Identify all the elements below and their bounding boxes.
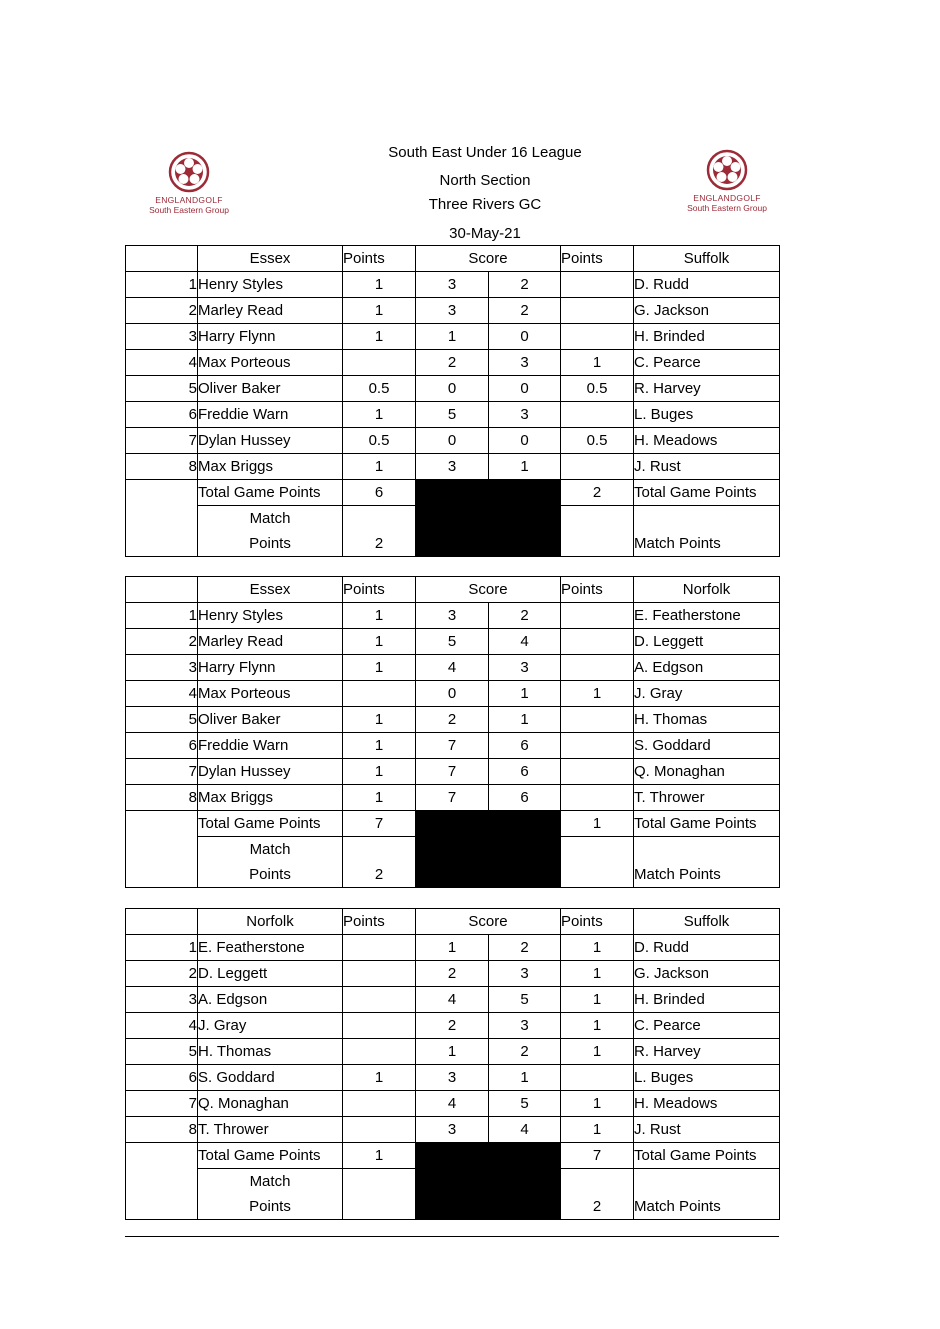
blank-cell: [126, 506, 198, 557]
away-score: 3: [489, 1013, 561, 1039]
away-player: D. Rudd: [634, 935, 780, 961]
away-points: 1: [561, 1013, 634, 1039]
game-number: 4: [126, 350, 198, 376]
match-points-row: [126, 506, 780, 557]
away-total-label: Total Game Points: [634, 811, 780, 837]
home-player: Henry Styles: [198, 272, 343, 298]
game-number: 3: [126, 655, 198, 681]
logo-left: [134, 150, 244, 215]
away-score: 3: [489, 402, 561, 428]
home-player: Dylan Hussey: [198, 759, 343, 785]
table-row: [126, 298, 780, 324]
home-points: 1: [343, 759, 416, 785]
game-number: 4: [126, 1013, 198, 1039]
match-label-line2: Points: [249, 1198, 291, 1215]
away-match-points: 2: [561, 1169, 634, 1220]
away-player: A. Edgson: [634, 655, 780, 681]
away-player: C. Pearce: [634, 1013, 780, 1039]
header-row: [126, 246, 780, 272]
away-score: 2: [489, 603, 561, 629]
table-row: [126, 272, 780, 298]
home-team-header: Essex: [198, 577, 343, 603]
game-number: 5: [126, 707, 198, 733]
table-row: [126, 1091, 780, 1117]
table-row: [126, 629, 780, 655]
home-score: 3: [416, 1117, 489, 1143]
game-number: 2: [126, 961, 198, 987]
home-score: 4: [416, 1091, 489, 1117]
table-row: [126, 733, 780, 759]
game-number: 1: [126, 272, 198, 298]
away-player: R. Harvey: [634, 1039, 780, 1065]
blank-cell: [126, 480, 198, 506]
match-label-line1: Match: [249, 1173, 291, 1190]
table-row: [126, 1039, 780, 1065]
away-player: D. Leggett: [634, 629, 780, 655]
away-score: 3: [489, 655, 561, 681]
game-number: 6: [126, 733, 198, 759]
home-score: 3: [416, 272, 489, 298]
away-player: E. Featherstone: [634, 603, 780, 629]
table-row: [126, 428, 780, 454]
away-score: 4: [489, 629, 561, 655]
score-header: Score: [416, 909, 561, 935]
table-row: [126, 1117, 780, 1143]
away-points: 1: [561, 350, 634, 376]
game-number: 2: [126, 298, 198, 324]
away-player: H. Meadows: [634, 1091, 780, 1117]
away-score: 1: [489, 681, 561, 707]
home-points-header: Points: [343, 246, 416, 272]
home-points: 1: [343, 603, 416, 629]
home-player: E. Featherstone: [198, 935, 343, 961]
table-row: [126, 655, 780, 681]
home-points: 1: [343, 1065, 416, 1091]
home-score: 1: [416, 1039, 489, 1065]
away-points: 1: [561, 987, 634, 1013]
away-score: 1: [489, 1065, 561, 1091]
away-player: H. Brinded: [634, 987, 780, 1013]
away-score: 2: [489, 272, 561, 298]
away-total-points: 2: [561, 480, 634, 506]
match-label-line1: Match: [249, 841, 291, 858]
away-player: J. Rust: [634, 1117, 780, 1143]
away-score: 6: [489, 785, 561, 811]
away-player: H. Brinded: [634, 324, 780, 350]
home-total-label: Total Game Points: [198, 811, 343, 837]
table-row: [126, 376, 780, 402]
game-number: 6: [126, 402, 198, 428]
away-points-header: Points: [561, 909, 634, 935]
away-total-points: 1: [561, 811, 634, 837]
home-match-points-label: [198, 506, 343, 557]
table-row: [126, 987, 780, 1013]
home-score: 3: [416, 1065, 489, 1091]
away-points: 1: [561, 1039, 634, 1065]
match-points-row: [126, 1169, 780, 1220]
header-row: [126, 577, 780, 603]
home-player: Max Porteous: [198, 681, 343, 707]
away-score: 0: [489, 324, 561, 350]
away-points: 1: [561, 961, 634, 987]
home-points: 0.5: [343, 376, 416, 402]
game-number: 8: [126, 1117, 198, 1143]
home-score: 2: [416, 707, 489, 733]
blank-cell: [126, 577, 198, 603]
home-player: D. Leggett: [198, 961, 343, 987]
home-player: Henry Styles: [198, 603, 343, 629]
away-player: R. Harvey: [634, 376, 780, 402]
venue-title: Three Rivers GC: [428, 196, 542, 213]
home-points: 1: [343, 785, 416, 811]
home-match-points-label: [198, 1169, 343, 1220]
home-player: H. Thomas: [198, 1039, 343, 1065]
away-score: 4: [489, 1117, 561, 1143]
home-points-header: Points: [343, 577, 416, 603]
game-number: 3: [126, 987, 198, 1013]
game-number: 8: [126, 454, 198, 480]
rose-emblem-icon: [705, 148, 749, 192]
away-match-points: [561, 837, 634, 888]
home-player: J. Gray: [198, 1013, 343, 1039]
table-row: [126, 1013, 780, 1039]
home-points: 1: [343, 454, 416, 480]
game-number: 1: [126, 603, 198, 629]
away-score: 3: [489, 961, 561, 987]
away-points: 0.5: [561, 428, 634, 454]
away-points: [561, 733, 634, 759]
home-match-points: 2: [343, 506, 416, 557]
home-points-header: Points: [343, 909, 416, 935]
game-number: 5: [126, 376, 198, 402]
match-table-1: [125, 245, 780, 557]
away-score: 3: [489, 350, 561, 376]
game-number: 2: [126, 629, 198, 655]
home-score: 1: [416, 324, 489, 350]
home-score: 0: [416, 376, 489, 402]
table-row: [126, 454, 780, 480]
away-points-header: Points: [561, 577, 634, 603]
home-player: A. Edgson: [198, 987, 343, 1013]
away-score: 2: [489, 1039, 561, 1065]
away-points: [561, 785, 634, 811]
rose-emblem-icon: [167, 150, 211, 194]
home-player: Max Briggs: [198, 785, 343, 811]
home-points: 1: [343, 707, 416, 733]
home-points: 1: [343, 402, 416, 428]
away-score: 2: [489, 935, 561, 961]
home-total-points: 7: [343, 811, 416, 837]
game-number: 6: [126, 1065, 198, 1091]
away-score: 0: [489, 428, 561, 454]
away-score: 5: [489, 987, 561, 1013]
home-match-points-label: [198, 837, 343, 888]
table-row: [126, 785, 780, 811]
home-points: 1: [343, 298, 416, 324]
home-points: [343, 1117, 416, 1143]
score-blackout: [416, 480, 561, 506]
away-points: [561, 272, 634, 298]
match-label-line2: Points: [249, 866, 291, 883]
match-table-3: [125, 908, 780, 1220]
section-title: North Section: [439, 172, 531, 189]
game-number: 8: [126, 785, 198, 811]
away-points: [561, 655, 634, 681]
home-score: 2: [416, 961, 489, 987]
home-total-points: 6: [343, 480, 416, 506]
away-points: [561, 629, 634, 655]
footer-rule: [125, 1236, 779, 1237]
match-label-line1: Match: [249, 510, 291, 527]
game-number: 7: [126, 759, 198, 785]
total-row: [126, 811, 780, 837]
home-points: [343, 1091, 416, 1117]
home-score: 3: [416, 603, 489, 629]
away-player: L. Buges: [634, 402, 780, 428]
away-score: 5: [489, 1091, 561, 1117]
home-team-header: Norfolk: [198, 909, 343, 935]
home-points: 1: [343, 324, 416, 350]
home-score: 1: [416, 935, 489, 961]
home-score: 5: [416, 402, 489, 428]
away-team-header: Suffolk: [634, 909, 780, 935]
home-player: Freddie Warn: [198, 733, 343, 759]
header-row: [126, 909, 780, 935]
blank-cell: [126, 909, 198, 935]
away-player: G. Jackson: [634, 961, 780, 987]
away-score: 1: [489, 454, 561, 480]
home-score: 5: [416, 629, 489, 655]
blank-cell: [126, 811, 198, 837]
game-number: 3: [126, 324, 198, 350]
away-player: H. Meadows: [634, 428, 780, 454]
home-score: 2: [416, 1013, 489, 1039]
home-player: Marley Read: [198, 298, 343, 324]
home-score: 3: [416, 298, 489, 324]
blank-cell: [126, 1169, 198, 1220]
away-total-label: Total Game Points: [634, 480, 780, 506]
away-match-points-label: Match Points: [634, 1169, 780, 1220]
away-player: J. Rust: [634, 454, 780, 480]
home-player: Dylan Hussey: [198, 428, 343, 454]
blank-cell: [126, 246, 198, 272]
game-number: 5: [126, 1039, 198, 1065]
table-row: [126, 350, 780, 376]
away-score: 6: [489, 759, 561, 785]
game-number: 1: [126, 935, 198, 961]
home-total-label: Total Game Points: [198, 1143, 343, 1169]
home-points: 0.5: [343, 428, 416, 454]
table-row: [126, 603, 780, 629]
table-row: [126, 961, 780, 987]
away-points: [561, 707, 634, 733]
home-points: [343, 961, 416, 987]
away-team-header: Suffolk: [634, 246, 780, 272]
home-score: 7: [416, 785, 489, 811]
away-player: T. Thrower: [634, 785, 780, 811]
blank-cell: [126, 837, 198, 888]
total-row: [126, 1143, 780, 1169]
away-points: [561, 759, 634, 785]
away-player: D. Rudd: [634, 272, 780, 298]
score-blackout: [416, 1143, 561, 1169]
home-player: S. Goddard: [198, 1065, 343, 1091]
away-score: 2: [489, 298, 561, 324]
total-row: [126, 480, 780, 506]
home-match-points: [343, 1169, 416, 1220]
away-player: L. Buges: [634, 1065, 780, 1091]
home-points: [343, 350, 416, 376]
home-player: Max Briggs: [198, 454, 343, 480]
away-points: [561, 402, 634, 428]
home-match-points: 2: [343, 837, 416, 888]
home-player: Harry Flynn: [198, 655, 343, 681]
logo-text-line2: South Eastern Group: [149, 205, 229, 215]
away-score: 6: [489, 733, 561, 759]
home-points: 1: [343, 272, 416, 298]
table-row: [126, 759, 780, 785]
away-points-header: Points: [561, 246, 634, 272]
away-player: Q. Monaghan: [634, 759, 780, 785]
table-row: [126, 324, 780, 350]
home-points: [343, 681, 416, 707]
game-number: 4: [126, 681, 198, 707]
score-blackout: [416, 1169, 561, 1220]
home-total-label: Total Game Points: [198, 480, 343, 506]
away-player: H. Thomas: [634, 707, 780, 733]
home-player: Harry Flynn: [198, 324, 343, 350]
away-points: 1: [561, 1117, 634, 1143]
away-player: J. Gray: [634, 681, 780, 707]
away-player: S. Goddard: [634, 733, 780, 759]
logo-right: [672, 148, 782, 213]
away-team-header: Norfolk: [634, 577, 780, 603]
score-header: Score: [416, 577, 561, 603]
away-points: [561, 454, 634, 480]
home-score: 0: [416, 681, 489, 707]
away-match-points-label: Match Points: [634, 506, 780, 557]
table-row: [126, 707, 780, 733]
table-row: [126, 681, 780, 707]
home-total-points: 1: [343, 1143, 416, 1169]
home-team-header: Essex: [198, 246, 343, 272]
home-points: [343, 987, 416, 1013]
home-player: Freddie Warn: [198, 402, 343, 428]
table-row: [126, 402, 780, 428]
table-row: [126, 935, 780, 961]
home-score: 0: [416, 428, 489, 454]
match-points-row: [126, 837, 780, 888]
home-points: [343, 935, 416, 961]
score-blackout: [416, 506, 561, 557]
away-points: 1: [561, 681, 634, 707]
home-player: Max Porteous: [198, 350, 343, 376]
home-points: [343, 1039, 416, 1065]
home-score: 2: [416, 350, 489, 376]
away-points: 0.5: [561, 376, 634, 402]
home-score: 7: [416, 733, 489, 759]
home-score: 4: [416, 987, 489, 1013]
away-points: [561, 1065, 634, 1091]
logo-text-line1: ENGLANDGOLF: [155, 195, 223, 205]
game-number: 7: [126, 1091, 198, 1117]
home-player: Marley Read: [198, 629, 343, 655]
league-title: South East Under 16 League: [388, 144, 582, 161]
home-score: 4: [416, 655, 489, 681]
score-blackout: [416, 837, 561, 888]
home-player: Oliver Baker: [198, 376, 343, 402]
home-points: 1: [343, 733, 416, 759]
away-player: G. Jackson: [634, 298, 780, 324]
home-points: [343, 1013, 416, 1039]
away-points: 1: [561, 1091, 634, 1117]
match-date: 30-May-21: [449, 225, 521, 242]
blank-cell: [126, 1143, 198, 1169]
away-points: [561, 324, 634, 350]
away-score: 1: [489, 707, 561, 733]
away-points: 1: [561, 935, 634, 961]
home-player: Oliver Baker: [198, 707, 343, 733]
match-label-line2: Points: [249, 535, 291, 552]
match-table-2: [125, 576, 780, 888]
home-player: Q. Monaghan: [198, 1091, 343, 1117]
away-points: [561, 603, 634, 629]
away-match-points-label: Match Points: [634, 837, 780, 888]
away-total-label: Total Game Points: [634, 1143, 780, 1169]
home-points: 1: [343, 629, 416, 655]
away-match-points: [561, 506, 634, 557]
logo-text-line2: South Eastern Group: [687, 203, 767, 213]
score-blackout: [416, 811, 561, 837]
away-points: [561, 298, 634, 324]
away-player: C. Pearce: [634, 350, 780, 376]
home-player: T. Thrower: [198, 1117, 343, 1143]
game-number: 7: [126, 428, 198, 454]
home-points: 1: [343, 655, 416, 681]
score-header: Score: [416, 246, 561, 272]
logo-text-line1: ENGLANDGOLF: [693, 193, 761, 203]
home-score: 7: [416, 759, 489, 785]
home-score: 3: [416, 454, 489, 480]
table-row: [126, 1065, 780, 1091]
away-score: 0: [489, 376, 561, 402]
away-total-points: 7: [561, 1143, 634, 1169]
